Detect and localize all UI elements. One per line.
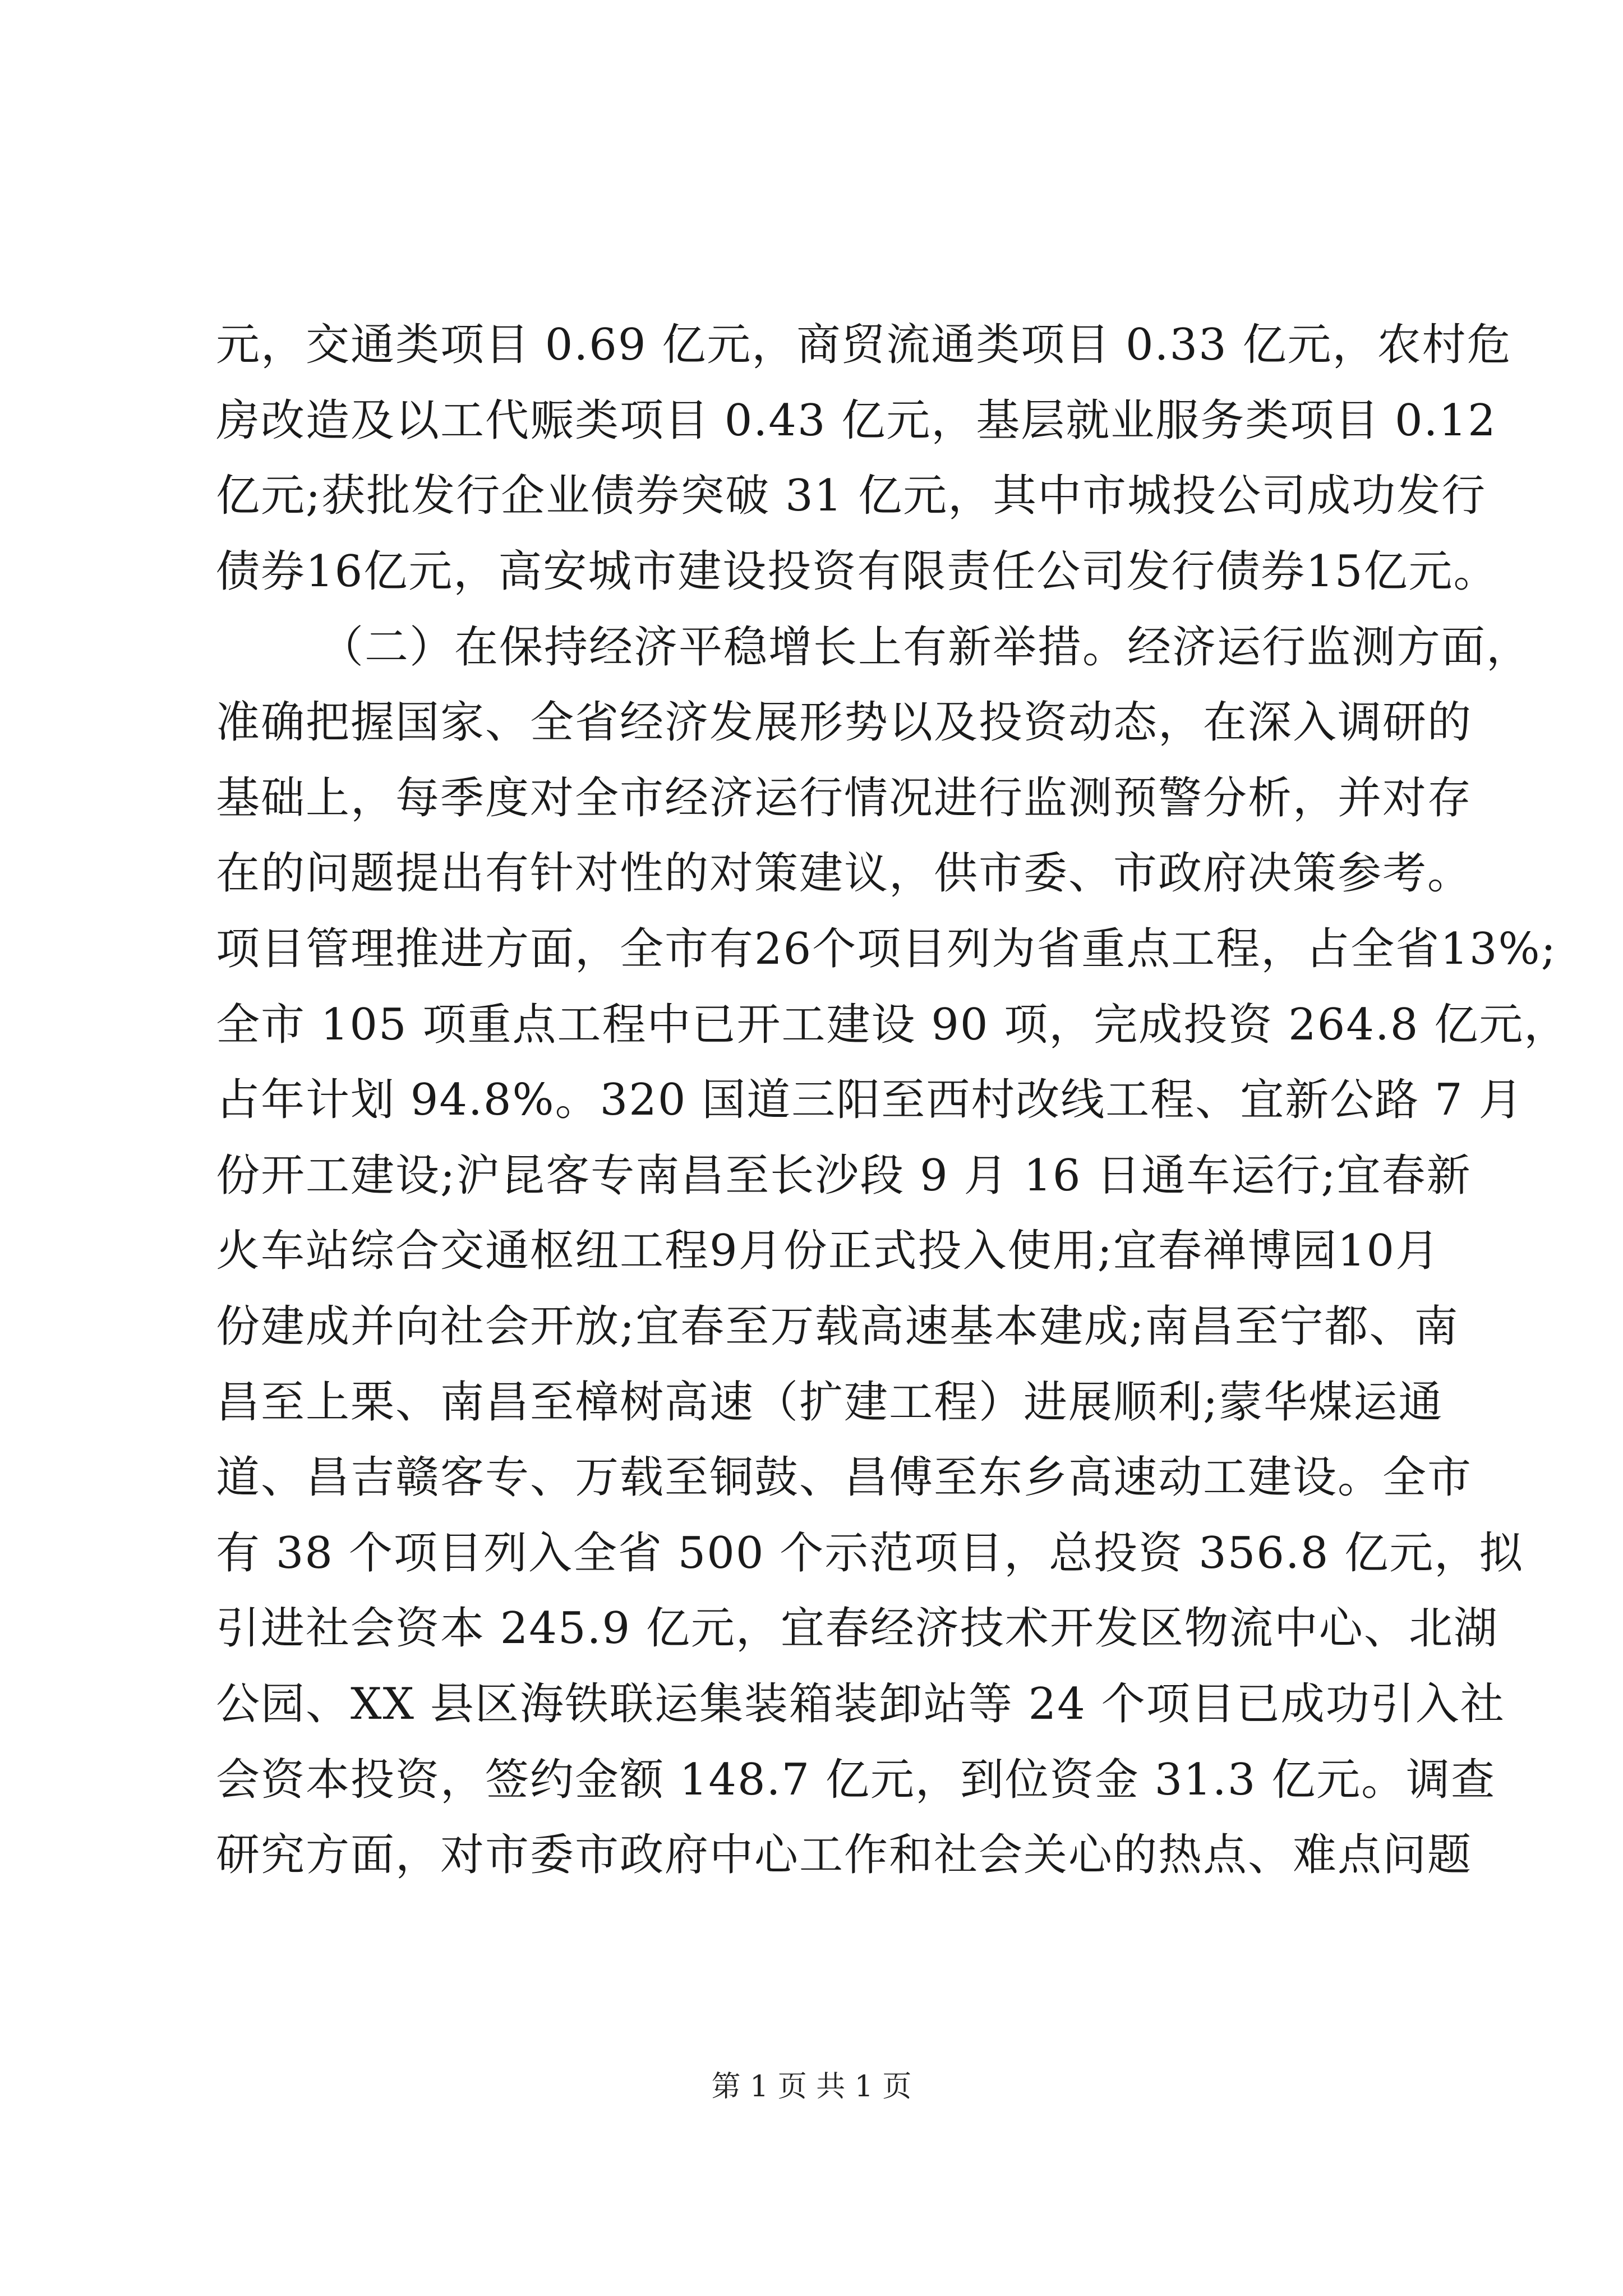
text-line: 基础上，每季度对全市经济运行情况进行监测预警分析，并对存 — [216, 773, 1473, 823]
text-line: 房改造及以工代赈类项目 0.43 亿元，基层就业服务类项目 0.12 — [216, 395, 1497, 446]
text-line: 昌至上栗、南昌至樟树高速（扩建工程）进展顺利;蒙华煤运通 — [216, 1377, 1444, 1428]
page-number-footer: 第 1 页 共 1 页 — [711, 2070, 912, 2104]
text-line: 在的问题提出有针对性的对策建议，供市委、市政府决策参考。 — [216, 848, 1473, 899]
text-line: 有 38 个项目列入全省 500 个示范项目，总投资 356.8 亿元，拟 — [216, 1528, 1524, 1579]
text-line: 全市 105 项重点工程中已开工建设 90 项，完成投资 264.8 亿元， — [216, 1000, 1569, 1050]
text-line: 份建成并向社会开放;宜春至万载高速基本建成;南昌至宁都、南 — [216, 1301, 1459, 1352]
paragraph-start-line: （二）在保持经济平稳增长上有新举措。经济运行监测方面， — [320, 622, 1532, 673]
text-line: 项目管理推进方面，全市有26个项目列为省重点工程，占全省13%; — [216, 924, 1557, 974]
text-line: 公园、XX 县区海铁联运集装箱装卸站等 24 个项目已成功引入社 — [216, 1679, 1505, 1729]
text-line: 债券16亿元，高安城市建设投资有限责任公司发行债券15亿元。 — [216, 546, 1498, 597]
text-line: 占年计划 94.8%。320 国道三阳至西村改线工程、宜新公路 7 月 — [216, 1075, 1524, 1125]
text-line: 份开工建设;沪昆客专南昌至长沙段 9 月 16 日通车运行;宜春新 — [216, 1151, 1472, 1201]
text-line: 元，交通类项目 0.69 亿元，商贸流通类项目 0.33 亿元，农村危 — [216, 320, 1512, 370]
text-line: 亿元;获批发行企业债券突破 31 亿元，其中市城投公司成功发行 — [216, 471, 1487, 521]
text-line: 火车站综合交通枢纽工程9月份正式投入使用;宜春禅博园10月 — [216, 1226, 1441, 1276]
text-line: 引进社会资本 245.9 亿元，宜春经济技术开发区物流中心、北湖 — [216, 1603, 1498, 1654]
text-line: 会资本投资，签约金额 148.7 亿元，到位资金 31.3 亿元。调查 — [216, 1755, 1496, 1805]
text-line: 道、昌吉赣客专、万载至铜鼓、昌傅至东乡高速动工建设。全市 — [216, 1452, 1473, 1503]
text-line: 研究方面，对市委市政府中心工作和社会关心的热点、难点问题 — [216, 1830, 1473, 1880]
text-line: 准确把握国家、全省经济发展形势以及投资动态，在深入调研的 — [216, 697, 1473, 748]
